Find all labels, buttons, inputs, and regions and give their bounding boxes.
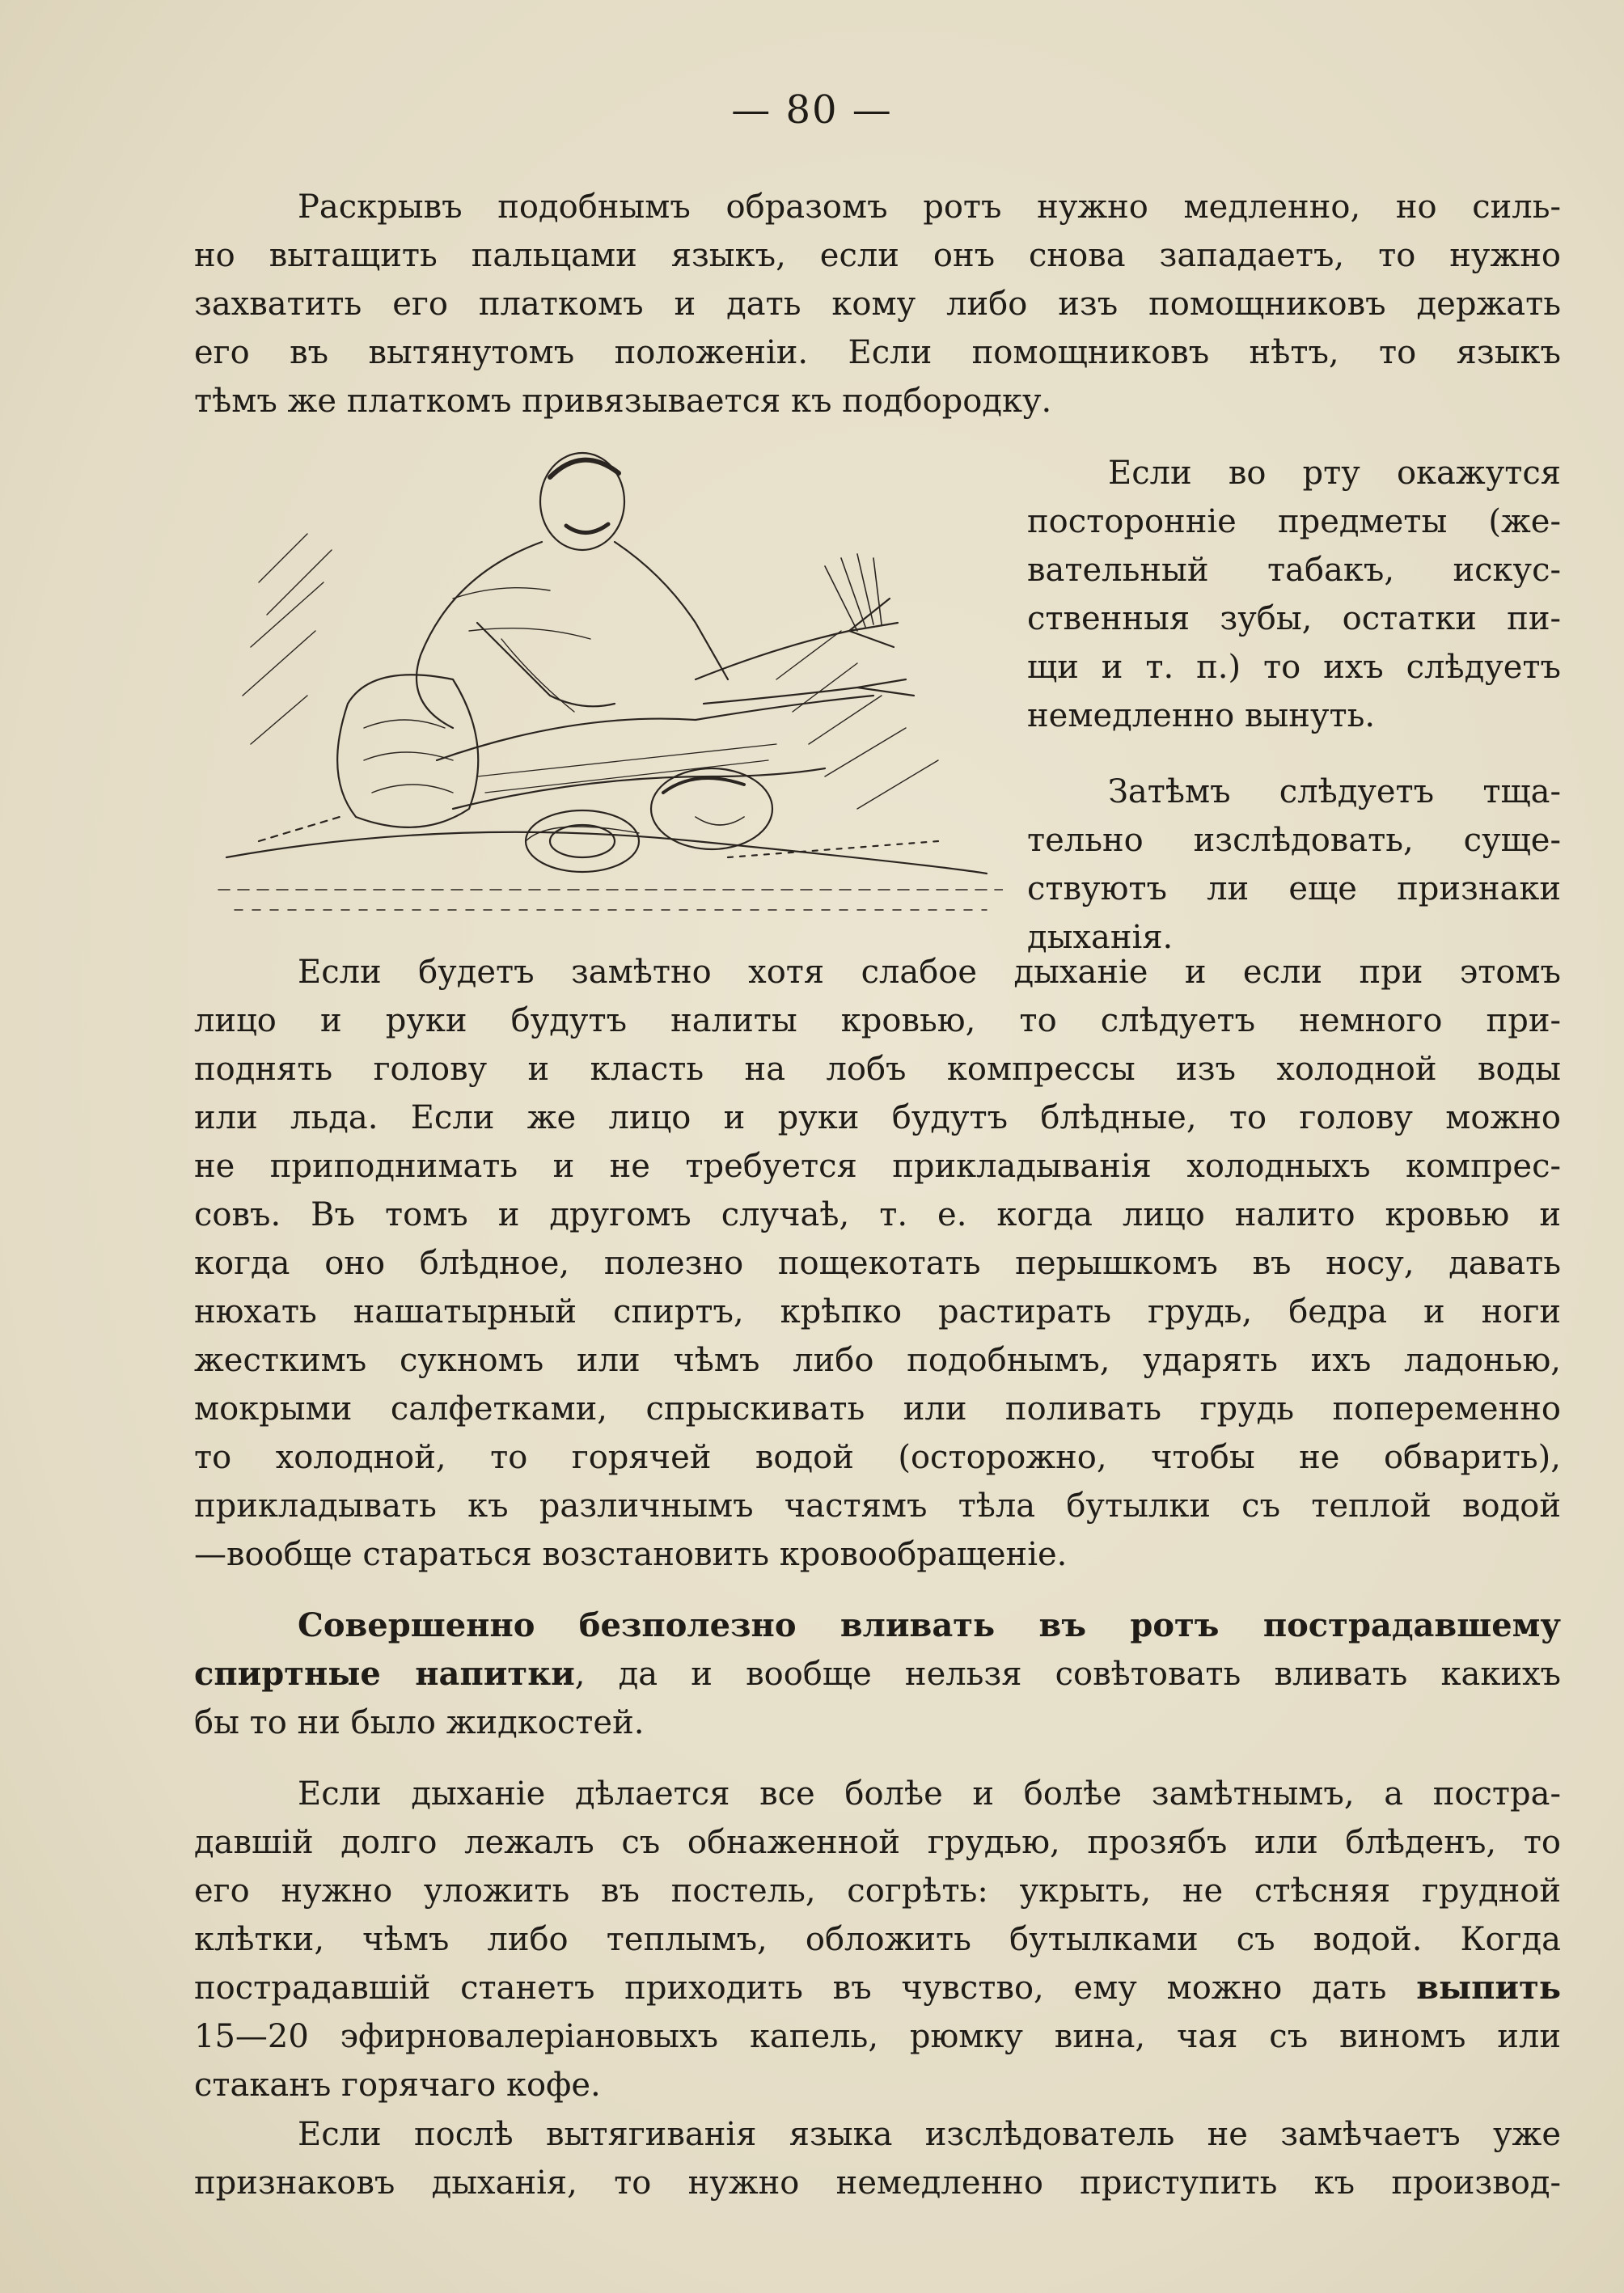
- text-line: Если послѣ вытягиванія языка изслѣдователь не замѣчаетъ уже: [298, 2116, 1561, 2153]
- text-line: стаканъ горячаго кофе.: [194, 2067, 601, 2104]
- text-line: бы то ни было жидкостей.: [194, 1704, 645, 1741]
- text-phrase: , да и вообще нельзя совѣтовать вливать какихъ: [574, 1656, 1561, 1693]
- text-line: Раскрывъ подобнымъ образомъ ротъ нужно медленно, но силь-: [298, 188, 1561, 226]
- text-line: жесткимъ сукномъ или чѣмъ либо подобнымъ, ударять ихъ ладонью,: [194, 1342, 1561, 1379]
- engraving-rescuer-pulling-tongue-icon: [210, 437, 1003, 922]
- text-line: давшій долго лежалъ съ обнаженной грудью, прозябъ или блѣденъ, то: [194, 1824, 1561, 1861]
- paragraph-5-warning: [194, 1601, 1561, 1747]
- text-line: [194, 1964, 1561, 2012]
- paragraph-6: [194, 1770, 1561, 2109]
- text-line: тельно изслѣдовать, суще-: [1027, 822, 1561, 859]
- side-column-text: [1027, 450, 1561, 962]
- text-line: когда оно блѣдное, полезно пощекотать перышкомъ въ носу, давать: [194, 1245, 1561, 1282]
- text-line: его нужно уложить въ постель, согрѣть: укрыть, не стѣсняя грудной: [194, 1872, 1561, 1910]
- text-line: поднять голову и класть на лобъ компрессы изъ холодной воды: [194, 1051, 1561, 1088]
- text-line: вательный табакъ, искус-: [1027, 552, 1561, 589]
- text-line: Затѣмъ слѣдуетъ тща-: [1108, 773, 1561, 810]
- engraving-illustration: [210, 437, 1003, 922]
- text-line: Если дыханіе дѣлается все болѣе и болѣе замѣтнымъ, а постра-: [298, 1775, 1561, 1813]
- paragraph-7: [194, 2110, 1561, 2207]
- text-line: совъ. Въ томъ и другомъ случаѣ, т. е. когда лицо налито кровью и: [194, 1196, 1561, 1233]
- text-line: захватить его платкомъ и дать кому либо изъ помощниковъ держать: [194, 286, 1561, 323]
- text-line: дыханія.: [1027, 919, 1174, 956]
- text-line: [194, 1650, 1561, 1699]
- text-line: прикладывать къ различнымъ частямъ тѣла бутылки съ теплой водой: [194, 1487, 1561, 1525]
- page-number: — 80 —: [731, 87, 893, 133]
- text-line: щи и т. п.) то ихъ слѣдуетъ: [1027, 649, 1561, 686]
- bold-phrase: спиртные напитки: [194, 1655, 575, 1693]
- text-line: Если будетъ замѣтно хотя слабое дыханіе и если при этомъ: [298, 954, 1561, 991]
- text-line: или льда. Если же лицо и руки будутъ блѣдные, то голову можно: [194, 1099, 1561, 1136]
- text-line: лицо и руки будутъ налиты кровью, то слѣдуетъ немного при-: [194, 1002, 1561, 1039]
- paragraph-1: [194, 183, 1561, 425]
- paragraph-4: [194, 948, 1561, 1579]
- text-line: его въ вытянутомъ положеніи. Если помощниковъ нѣтъ, то языкъ: [194, 334, 1561, 371]
- text-line: посторонніе предметы (же-: [1027, 503, 1561, 540]
- text-line: тѣмъ же платкомъ привязывается къ подбородку.: [194, 383, 1052, 420]
- text-line: ственныя зубы, остатки пи-: [1027, 600, 1561, 637]
- text-line: —вообще стараться возстановить кровообращеніе.: [194, 1536, 1068, 1573]
- text-line: мокрыми салфетками, спрыскивать или поливать грудь попеременно: [194, 1390, 1561, 1428]
- text-line: не приподнимать и не требуется прикладыванія холодныхъ компрес-: [194, 1148, 1561, 1185]
- text-line: то холодной, то горячей водой (осторожно, чтобы не обварить),: [194, 1439, 1561, 1476]
- bold-text-line: Совершенно безполезно вливать въ ротъ пострадавшему: [298, 1606, 1561, 1644]
- text-line: признаковъ дыханія, то нужно немедленно приступить къ производ-: [194, 2164, 1561, 2202]
- text-phrase: пострадавшій станетъ приходить въ чувство, ему можно дать: [194, 1969, 1417, 2007]
- text-line: но вытащить пальцами языкъ, если онъ снова западаетъ, то нужно: [194, 237, 1561, 274]
- text-line: клѣтки, чѣмъ либо теплымъ, обложить бутылками съ водой. Когда: [194, 1921, 1561, 1958]
- text-line: нюхать нашатырный спиртъ, крѣпко растирать грудь, бедра и ноги: [194, 1293, 1561, 1331]
- text-line: немедленно вынуть.: [1027, 697, 1376, 734]
- text-line: Если во рту окажутся: [1108, 455, 1561, 492]
- bold-phrase: выпить: [1416, 1969, 1561, 2007]
- text-line: 15—20 эфирновалеріановыхъ капель, рюмку вина, чая съ виномъ или: [194, 2018, 1561, 2055]
- text-line: ствуютъ ли еще признаки: [1027, 870, 1561, 907]
